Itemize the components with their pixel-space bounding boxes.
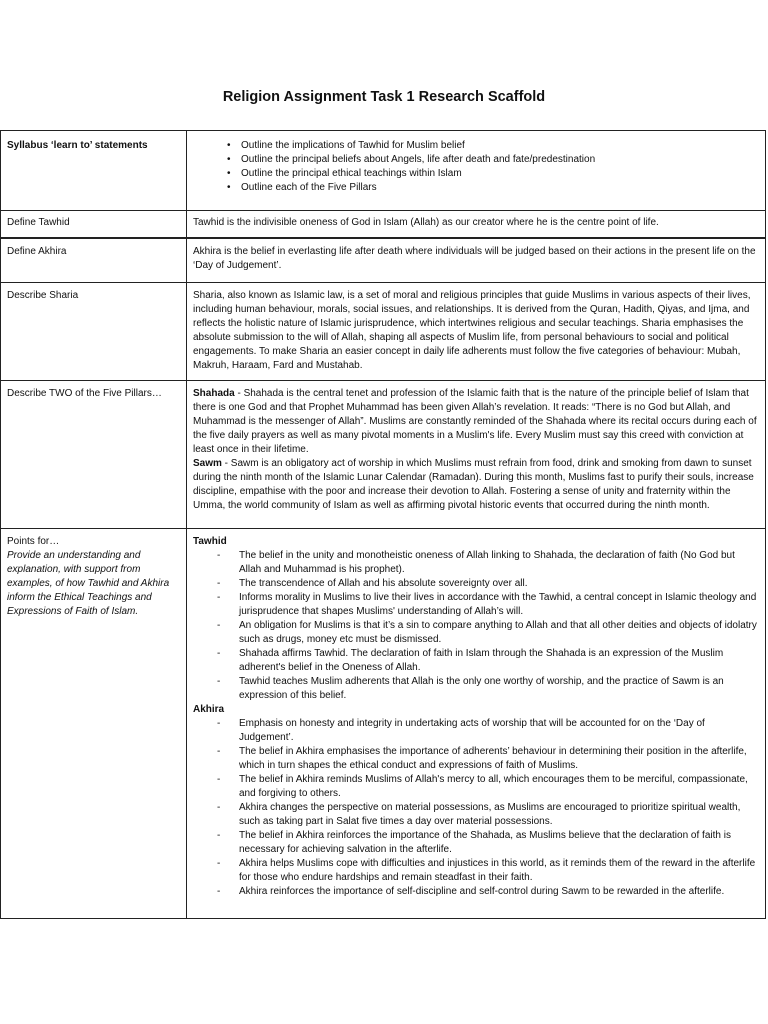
syllabus-content — [187, 131, 766, 211]
table-row-pillars — [1, 381, 766, 529]
table-row-points — [1, 529, 766, 919]
syllabus-item: • Outline the principal ethical teachings within Islam — [241, 167, 759, 181]
list-item: - Tawhid teaches Muslim adherents that Allah is the only one worthy of worship, and the practice of Sawm is an expression of this belief. — [239, 675, 759, 703]
syllabus-item: • Outline the implications of Tawhid for Muslim belief — [241, 139, 759, 153]
akhira-label: Define Akhira — [1, 238, 187, 283]
shahada-paragraph — [193, 387, 759, 457]
tawhid-label: Define Tawhid — [1, 211, 187, 239]
akhira-definition: Akhira is the belief in everlasting life after death where individuals will be judged based on their actions in the present life on the ‘Day of Judgement’. — [187, 238, 766, 283]
syllabus-list — [193, 139, 759, 195]
list-item: - Informs morality in Muslims to live their lives in accordance with the Tawhid, a central concept in Islamic theology and jurisprudence that shapes Muslims' understanding of Allah’s will. — [239, 591, 759, 619]
table-row-syllabus — [1, 131, 766, 211]
sawm-heading: Sawm — [193, 458, 222, 469]
list-item: - The belief in Akhira emphasises the importance of adherents’ behaviour in determining their position in the afterlife, which in turn shapes the ethical conduct and expressions of faith of Muslims. — [239, 745, 759, 773]
akhira-points-heading: Akhira — [193, 704, 225, 715]
table-row-tawhid — [1, 211, 766, 239]
shahada-text: - Shahada is the central tenet and profession of the Islamic faith that is the nature of the principle belief of Islam that there is one God and that Prophet Muhammad has been given Allah’s revelation. It reads: “There is no God but Allah, and Muhammad is the messenger of Allah”. Muslims are constantly reminded of the Shahada where its recital occurs during each of the five daily prayers as well as many pivotal moments in a Muslim's life. Every Muslim must say this creed with conviction at least once in their lifetime. — [193, 388, 757, 455]
list-item: - Akhira changes the perspective on material possessions, as Muslims are encouraged to prioritize spiritual wealth, such as taking part in Salat five times a day over material possessions. — [239, 801, 759, 829]
list-item: - An obligation for Muslims is that it’s a sin to compare anything to Allah and that all other deities and objects of idolatry such as drugs, money etc must be dismissed. — [239, 619, 759, 647]
document-title: Religion Assignment Task 1 Research Scaffold — [222, 89, 546, 105]
shahada-heading: Shahada — [193, 388, 235, 399]
list-item: - Akhira reinforces the importance of self-discipline and self-control during Sawm to be rewarded in the afterlife. — [239, 885, 759, 899]
list-item: - The belief in Akhira reminds Muslims of Allah's mercy to all, which encourages them to be merciful, compassionate, and forgiving to others. — [239, 773, 759, 801]
pillars-label: Describe TWO of the Five Pillars… — [1, 381, 187, 529]
list-item: - The transcendence of Allah and his absolute sovereignty over all. — [239, 577, 759, 591]
list-item: - Shahada affirms Tawhid. The declaration of faith in Islam through the Shahada is an expression of the Muslim adherent's belief in the Oneness of Allah. — [239, 647, 759, 675]
syllabus-label: Syllabus ‘learn to’ statements — [1, 131, 187, 211]
list-item: - Akhira helps Muslims cope with difficulties and injustices in this world, as it reminds them of the reward in the afterlife for those who endure hardships and remain steadfast in their faith. — [239, 857, 759, 885]
list-item: - The belief in Akhira reinforces the importance of the Shahada, as Muslims believe that the declaration of faith is necessary for achieving salvation in the afterlife. — [239, 829, 759, 857]
syllabus-item: • Outline each of the Five Pillars — [241, 181, 759, 195]
points-instruction: Provide an understanding and explanation, with support from examples, of how Tawhid and Akhira inform the Ethical Teachings and Expressions of Faith of Islam. — [7, 550, 170, 617]
points-content — [187, 529, 766, 919]
tawhid-definition: Tawhid is the indivisible oneness of God in Islam (Allah) as our creator where he is the centre point of life. — [187, 211, 766, 239]
tawhid-points-heading: Tawhid — [193, 536, 227, 547]
points-left-cell — [1, 529, 187, 919]
akhira-points-list — [193, 717, 759, 899]
points-label: Points for… — [7, 536, 60, 547]
tawhid-points-list — [193, 549, 759, 703]
table-row-akhira — [1, 238, 766, 283]
list-item: - The belief in the unity and monotheistic oneness of Allah linking to Shahada, the declaration of faith (No God but Allah and Muhammad is his prophet). — [239, 549, 759, 577]
table-row-sharia — [1, 283, 766, 381]
sharia-description: Sharia, also known as Islamic law, is a set of moral and religious principles that guide Muslims in various aspects of their lives, including human behaviour, morals, social issues, and relationships. It is derived from the Quran, Hadith, Qiyas, and Ijma, and reflects the holistic nature of Islamic jurisprudence, which intertwines religious and secular teachings. Sharia emphasises the absolute submission to the will of Allah, shaping all aspects of Muslim life, from personal behaviours to social and political engagements. To make Sharia an easier concept in daily life adherents must follow the five categories of behaviour: Mubah, Makruh, Haraam, Fard and Mustahab. — [187, 283, 766, 381]
scaffold-table — [0, 130, 766, 919]
syllabus-item: • Outline the principal beliefs about Angels, life after death and fate/predestination — [241, 153, 759, 167]
sharia-label: Describe Sharia — [1, 283, 187, 381]
sawm-text: - Sawm is an obligatory act of worship in which Muslims must refrain from food, drink and smoking from dawn to sunset during the ninth month of the Islamic Lunar Calendar (Ramadan). During this month, Muslims fast to purify their souls, increase discipline, empathise with the poor and increase their devotion to Allah. Fostering a sense of unity and fraternity within the Umma, the world community of Islam as well as affirming pivotal historic events that occurred during the ninth month. — [193, 458, 754, 511]
sawm-paragraph — [193, 457, 759, 513]
list-item: - Emphasis on honesty and integrity in undertaking acts of worship that will be accounted for on the ‘Day of Judgement’. — [239, 717, 759, 745]
pillars-content — [187, 381, 766, 529]
